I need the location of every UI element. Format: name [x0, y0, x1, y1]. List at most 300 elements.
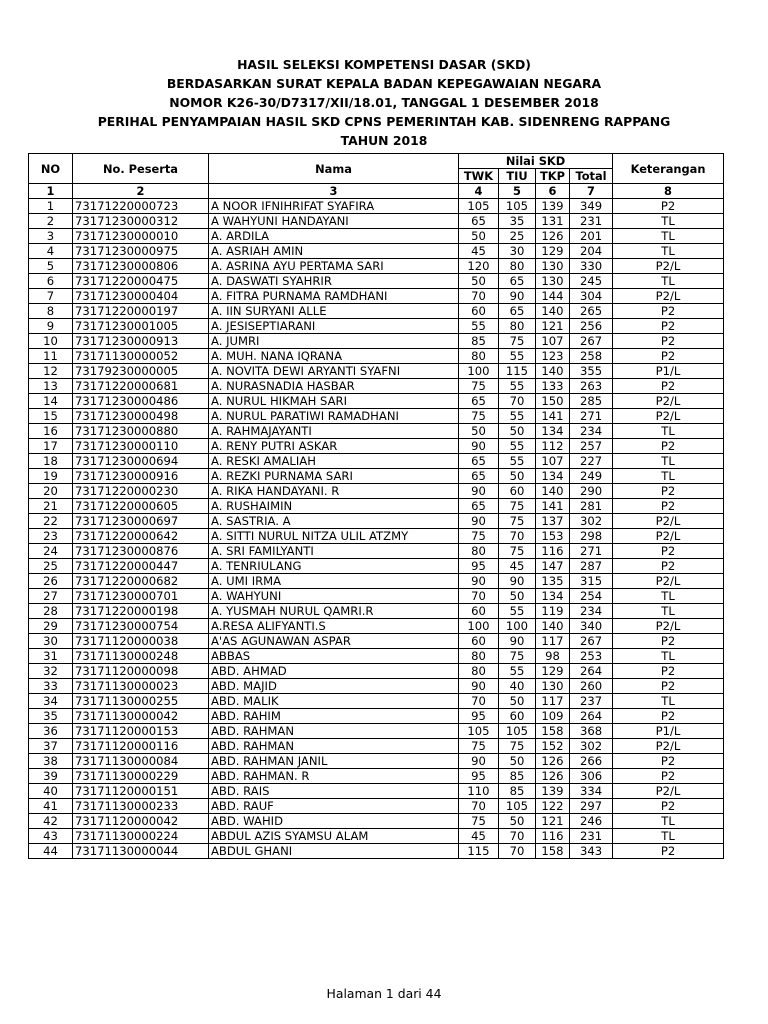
- table-row: [29, 334, 724, 349]
- table-row: [29, 574, 724, 589]
- cell-tkp: 117: [536, 694, 570, 709]
- cell-peserta: 73171230000694: [73, 454, 209, 469]
- cell-keterangan: P2: [613, 349, 724, 364]
- cell-tiu: 70: [499, 844, 536, 859]
- cell-nama: A. UMI IRMA: [209, 574, 459, 589]
- table-row: [29, 679, 724, 694]
- cell-tkp: 134: [536, 424, 570, 439]
- cell-nama: A. RENY PUTRI ASKAR: [209, 439, 459, 454]
- cell-tkp: 122: [536, 799, 570, 814]
- table-header-row: [29, 154, 724, 169]
- table-row: [29, 709, 724, 724]
- cell-peserta: 73171220000642: [73, 529, 209, 544]
- cell-keterangan: P2/L: [613, 619, 724, 634]
- cell-tiu: 55: [499, 439, 536, 454]
- header-line-2: BERDASARKAN SURAT KEPALA BADAN KEPEGAWAIAN NEGARA: [166, 76, 602, 91]
- cell-nama: A NOOR IFNIHRIFAT SYAFIRA: [209, 199, 459, 214]
- cell-twk: 90: [459, 484, 499, 499]
- table-row: [29, 364, 724, 379]
- cell-twk: 105: [459, 199, 499, 214]
- cell-total: 231: [570, 214, 613, 229]
- cell-keterangan: P2/L: [613, 289, 724, 304]
- cell-keterangan: P1/L: [613, 724, 724, 739]
- table-row: [29, 229, 724, 244]
- cell-no: 22: [29, 514, 73, 529]
- cell-twk: 50: [459, 274, 499, 289]
- cell-peserta: 73171220000681: [73, 379, 209, 394]
- cell-tkp: 126: [536, 229, 570, 244]
- col-header-peserta: No. Peserta: [73, 154, 209, 184]
- cell-tiu: 100: [499, 619, 536, 634]
- cell-total: 290: [570, 484, 613, 499]
- cell-tiu: 75: [499, 739, 536, 754]
- cell-peserta: 73171230000916: [73, 469, 209, 484]
- cell-tkp: 147: [536, 559, 570, 574]
- cell-no: 17: [29, 439, 73, 454]
- cell-keterangan: TL: [613, 694, 724, 709]
- cell-nama: A. RESKI AMALIAH: [209, 454, 459, 469]
- cell-peserta: 73171130000233: [73, 799, 209, 814]
- cell-twk: 60: [459, 634, 499, 649]
- cell-nama: A. DASWATI SYAHRIR: [209, 274, 459, 289]
- cell-tiu: 65: [499, 304, 536, 319]
- cell-twk: 95: [459, 709, 499, 724]
- cell-keterangan: TL: [613, 589, 724, 604]
- cell-tiu: 70: [499, 529, 536, 544]
- header-line-3: NOMOR K26-30/D7317/XII/18.01, TANGGAL 1 DESEMBER 2018: [169, 95, 599, 110]
- cell-tkp: 140: [536, 364, 570, 379]
- cell-total: 330: [570, 259, 613, 274]
- cell-twk: 65: [459, 469, 499, 484]
- cell-total: 285: [570, 394, 613, 409]
- cell-peserta: 73171130000052: [73, 349, 209, 364]
- cell-tiu: 90: [499, 634, 536, 649]
- cell-nama: A. ASRIAH AMIN: [209, 244, 459, 259]
- cell-tiu: 50: [499, 814, 536, 829]
- cell-keterangan: P2/L: [613, 739, 724, 754]
- cell-no: 44: [29, 844, 73, 859]
- cell-tkp: 119: [536, 604, 570, 619]
- cell-tiu: 75: [499, 499, 536, 514]
- cell-keterangan: P2: [613, 769, 724, 784]
- cell-tkp: 153: [536, 529, 570, 544]
- cell-tiu: 55: [499, 349, 536, 364]
- cell-no: 5: [29, 259, 73, 274]
- cell-no: 20: [29, 484, 73, 499]
- column-number-row: [29, 184, 724, 199]
- cell-no: 30: [29, 634, 73, 649]
- cell-twk: 75: [459, 409, 499, 424]
- cell-no: 9: [29, 319, 73, 334]
- col-number: 4: [459, 184, 499, 199]
- cell-keterangan: P2/L: [613, 784, 724, 799]
- cell-tkp: 131: [536, 214, 570, 229]
- table-row: [29, 379, 724, 394]
- table-row: [29, 454, 724, 469]
- cell-total: 265: [570, 304, 613, 319]
- cell-nama: A. SASTRIA. A: [209, 514, 459, 529]
- cell-nama: A. YUSMAH NURUL QAMRI.R: [209, 604, 459, 619]
- cell-tiu: 80: [499, 259, 536, 274]
- cell-no: 26: [29, 574, 73, 589]
- cell-tkp: 130: [536, 679, 570, 694]
- cell-nama: ABD. MALIK: [209, 694, 459, 709]
- cell-no: 15: [29, 409, 73, 424]
- header-line-5: TAHUN 2018: [340, 133, 428, 148]
- col-header-nilai: Nilai SKD: [459, 154, 613, 169]
- cell-peserta: 73171130000224: [73, 829, 209, 844]
- cell-peserta: 73171130000044: [73, 844, 209, 859]
- cell-total: 204: [570, 244, 613, 259]
- cell-keterangan: TL: [613, 649, 724, 664]
- cell-total: 271: [570, 409, 613, 424]
- cell-tkp: 117: [536, 634, 570, 649]
- document-header: [0, 55, 768, 150]
- cell-peserta: 73171220000197: [73, 304, 209, 319]
- cell-total: 257: [570, 439, 613, 454]
- cell-twk: 65: [459, 499, 499, 514]
- cell-twk: 90: [459, 574, 499, 589]
- cell-peserta: 73171120000153: [73, 724, 209, 739]
- cell-no: 14: [29, 394, 73, 409]
- cell-no: 33: [29, 679, 73, 694]
- cell-tiu: 50: [499, 589, 536, 604]
- cell-nama: A. SRI FAMILYANTI: [209, 544, 459, 559]
- table-row: [29, 529, 724, 544]
- cell-peserta: 73171230000806: [73, 259, 209, 274]
- cell-nama: ABD. RAHMAN JANIL: [209, 754, 459, 769]
- cell-twk: 80: [459, 544, 499, 559]
- cell-total: 260: [570, 679, 613, 694]
- table-row: [29, 259, 724, 274]
- cell-keterangan: TL: [613, 274, 724, 289]
- cell-tiu: 55: [499, 604, 536, 619]
- cell-tiu: 85: [499, 769, 536, 784]
- cell-tiu: 70: [499, 829, 536, 844]
- table-row: [29, 319, 724, 334]
- cell-total: 355: [570, 364, 613, 379]
- col-header-no: NO: [29, 154, 73, 184]
- cell-nama: A WAHYUNI HANDAYANI: [209, 214, 459, 229]
- cell-nama: ABDUL AZIS SYAMSU ALAM: [209, 829, 459, 844]
- cell-peserta: 73171230000913: [73, 334, 209, 349]
- cell-total: 201: [570, 229, 613, 244]
- cell-peserta: 73171120000038: [73, 634, 209, 649]
- col-header-total: Total: [570, 169, 613, 184]
- cell-twk: 75: [459, 814, 499, 829]
- table-row: [29, 724, 724, 739]
- cell-nama: ABDUL GHANI: [209, 844, 459, 859]
- table-row: [29, 694, 724, 709]
- cell-tkp: 134: [536, 469, 570, 484]
- cell-tiu: 60: [499, 484, 536, 499]
- cell-twk: 70: [459, 289, 499, 304]
- cell-no: 35: [29, 709, 73, 724]
- cell-tiu: 25: [499, 229, 536, 244]
- cell-no: 40: [29, 784, 73, 799]
- cell-keterangan: P2/L: [613, 529, 724, 544]
- cell-keterangan: TL: [613, 829, 724, 844]
- cell-keterangan: TL: [613, 604, 724, 619]
- cell-nama: ABD. RAHMAN. R: [209, 769, 459, 784]
- cell-keterangan: P2: [613, 754, 724, 769]
- cell-tiu: 65: [499, 274, 536, 289]
- cell-tiu: 85: [499, 784, 536, 799]
- cell-peserta: 73171230000975: [73, 244, 209, 259]
- cell-no: 37: [29, 739, 73, 754]
- cell-keterangan: P2/L: [613, 514, 724, 529]
- cell-no: 2: [29, 214, 73, 229]
- cell-no: 42: [29, 814, 73, 829]
- cell-total: 256: [570, 319, 613, 334]
- cell-no: 27: [29, 589, 73, 604]
- cell-tkp: 109: [536, 709, 570, 724]
- table-row: [29, 424, 724, 439]
- cell-no: 7: [29, 289, 73, 304]
- cell-tiu: 75: [499, 544, 536, 559]
- table-row: [29, 244, 724, 259]
- cell-no: 43: [29, 829, 73, 844]
- cell-total: 245: [570, 274, 613, 289]
- cell-peserta: 73171220000605: [73, 499, 209, 514]
- cell-tiu: 70: [499, 394, 536, 409]
- cell-total: 343: [570, 844, 613, 859]
- cell-tiu: 50: [499, 694, 536, 709]
- table-row: [29, 754, 724, 769]
- cell-keterangan: P2: [613, 844, 724, 859]
- table-body: [29, 199, 724, 859]
- cell-tiu: 105: [499, 199, 536, 214]
- table-row: [29, 499, 724, 514]
- table-row: [29, 469, 724, 484]
- cell-twk: 65: [459, 214, 499, 229]
- table-row: [29, 514, 724, 529]
- cell-total: 234: [570, 424, 613, 439]
- cell-twk: 75: [459, 379, 499, 394]
- cell-no: 38: [29, 754, 73, 769]
- cell-peserta: 73171130000229: [73, 769, 209, 784]
- cell-twk: 60: [459, 304, 499, 319]
- table-row: [29, 274, 724, 289]
- cell-no: 29: [29, 619, 73, 634]
- cell-total: 349: [570, 199, 613, 214]
- table-row: [29, 784, 724, 799]
- col-header-tkp: TKP: [536, 169, 570, 184]
- cell-tiu: 105: [499, 724, 536, 739]
- cell-keterangan: P2/L: [613, 259, 724, 274]
- cell-tkp: 126: [536, 754, 570, 769]
- cell-peserta: 73171130000248: [73, 649, 209, 664]
- cell-nama: ABD. RAHMAN: [209, 724, 459, 739]
- cell-total: 267: [570, 334, 613, 349]
- cell-nama: A. REZKI PURNAMA SARI: [209, 469, 459, 484]
- cell-peserta: 73171220000198: [73, 604, 209, 619]
- cell-total: 302: [570, 514, 613, 529]
- cell-no: 36: [29, 724, 73, 739]
- cell-total: 249: [570, 469, 613, 484]
- cell-keterangan: P2: [613, 484, 724, 499]
- cell-nama: A. SITTI NURUL NITZA ULIL ATZMY: [209, 529, 459, 544]
- cell-no: 31: [29, 649, 73, 664]
- col-header-twk: TWK: [459, 169, 499, 184]
- cell-tiu: 55: [499, 454, 536, 469]
- cell-no: 24: [29, 544, 73, 559]
- cell-nama: A. FITRA PURNAMA RAMDHANI: [209, 289, 459, 304]
- table-row: [29, 409, 724, 424]
- col-number: 3: [209, 184, 459, 199]
- cell-total: 298: [570, 529, 613, 544]
- cell-tkp: 126: [536, 769, 570, 784]
- table-row: [29, 484, 724, 499]
- cell-no: 10: [29, 334, 73, 349]
- table-row: [29, 199, 724, 214]
- cell-twk: 60: [459, 604, 499, 619]
- cell-keterangan: P2: [613, 334, 724, 349]
- cell-total: 231: [570, 829, 613, 844]
- table-row: [29, 814, 724, 829]
- cell-tkp: 123: [536, 349, 570, 364]
- cell-twk: 50: [459, 229, 499, 244]
- cell-no: 23: [29, 529, 73, 544]
- cell-twk: 80: [459, 349, 499, 364]
- cell-total: 304: [570, 289, 613, 304]
- table-row: [29, 619, 724, 634]
- cell-keterangan: P2: [613, 664, 724, 679]
- cell-twk: 65: [459, 394, 499, 409]
- cell-peserta: 73171230001005: [73, 319, 209, 334]
- cell-tkp: 150: [536, 394, 570, 409]
- col-number: 2: [73, 184, 209, 199]
- cell-twk: 80: [459, 664, 499, 679]
- cell-nama: ABBAS: [209, 649, 459, 664]
- cell-twk: 110: [459, 784, 499, 799]
- cell-peserta: 73171230000701: [73, 589, 209, 604]
- cell-keterangan: TL: [613, 244, 724, 259]
- cell-nama: A. JESISEPTIARANI: [209, 319, 459, 334]
- cell-twk: 70: [459, 799, 499, 814]
- cell-tkp: 158: [536, 724, 570, 739]
- cell-tkp: 98: [536, 649, 570, 664]
- cell-tkp: 139: [536, 199, 570, 214]
- cell-keterangan: P2: [613, 379, 724, 394]
- cell-no: 1: [29, 199, 73, 214]
- table-row: [29, 844, 724, 859]
- cell-total: 267: [570, 634, 613, 649]
- cell-keterangan: P2: [613, 499, 724, 514]
- cell-twk: 55: [459, 319, 499, 334]
- cell-total: 264: [570, 664, 613, 679]
- header-line-4: PERIHAL PENYAMPAIAN HASIL SKD CPNS PEMERINTAH KAB. SIDENRENG RAPPANG: [97, 114, 671, 129]
- cell-twk: 90: [459, 514, 499, 529]
- cell-keterangan: P2/L: [613, 574, 724, 589]
- cell-nama: A. ASRINA AYU PERTAMA SARI: [209, 259, 459, 274]
- cell-peserta: 73171220000230: [73, 484, 209, 499]
- cell-total: 253: [570, 649, 613, 664]
- cell-keterangan: TL: [613, 424, 724, 439]
- cell-tkp: 129: [536, 244, 570, 259]
- cell-total: 306: [570, 769, 613, 784]
- cell-tkp: 133: [536, 379, 570, 394]
- cell-keterangan: P2: [613, 679, 724, 694]
- table-row: [29, 304, 724, 319]
- cell-keterangan: TL: [613, 214, 724, 229]
- cell-twk: 50: [459, 424, 499, 439]
- cell-peserta: 73171230000498: [73, 409, 209, 424]
- results-table: [28, 153, 724, 859]
- cell-peserta: 73171120000098: [73, 664, 209, 679]
- col-header-nama: Nama: [209, 154, 459, 184]
- cell-nama: A. TENRIULANG: [209, 559, 459, 574]
- cell-total: 264: [570, 709, 613, 724]
- table-row: [29, 604, 724, 619]
- cell-peserta: 73171220000447: [73, 559, 209, 574]
- cell-tiu: 75: [499, 649, 536, 664]
- cell-tkp: 116: [536, 544, 570, 559]
- cell-nama: ABD. RAUF: [209, 799, 459, 814]
- cell-keterangan: P2: [613, 709, 724, 724]
- cell-nama: A'AS AGUNAWAN ASPAR: [209, 634, 459, 649]
- table-row: [29, 289, 724, 304]
- cell-peserta: 73171130000023: [73, 679, 209, 694]
- cell-nama: ABD. RAHIM: [209, 709, 459, 724]
- cell-total: 368: [570, 724, 613, 739]
- cell-tiu: 50: [499, 754, 536, 769]
- cell-keterangan: TL: [613, 814, 724, 829]
- cell-twk: 80: [459, 649, 499, 664]
- cell-tkp: 144: [536, 289, 570, 304]
- cell-tkp: 130: [536, 259, 570, 274]
- cell-tiu: 50: [499, 424, 536, 439]
- cell-tkp: 140: [536, 484, 570, 499]
- cell-tkp: 140: [536, 304, 570, 319]
- table-row: [29, 649, 724, 664]
- cell-total: 246: [570, 814, 613, 829]
- cell-twk: 45: [459, 829, 499, 844]
- col-number: 1: [29, 184, 73, 199]
- cell-tiu: 50: [499, 469, 536, 484]
- cell-no: 6: [29, 274, 73, 289]
- cell-twk: 90: [459, 679, 499, 694]
- cell-tiu: 80: [499, 319, 536, 334]
- cell-tkp: 158: [536, 844, 570, 859]
- cell-no: 11: [29, 349, 73, 364]
- page-number: Halaman 1 dari 44: [326, 986, 442, 1001]
- cell-total: 315: [570, 574, 613, 589]
- cell-nama: A. MUH. NANA IQRANA: [209, 349, 459, 364]
- cell-peserta: 73171230000312: [73, 214, 209, 229]
- table-row: [29, 769, 724, 784]
- cell-tiu: 35: [499, 214, 536, 229]
- col-number: 8: [613, 184, 724, 199]
- cell-total: 281: [570, 499, 613, 514]
- cell-keterangan: P2: [613, 439, 724, 454]
- cell-twk: 65: [459, 454, 499, 469]
- cell-no: 4: [29, 244, 73, 259]
- table-row: [29, 664, 724, 679]
- cell-keterangan: P2: [613, 304, 724, 319]
- cell-total: 258: [570, 349, 613, 364]
- cell-total: 254: [570, 589, 613, 604]
- cell-keterangan: P2: [613, 319, 724, 334]
- cell-no: 25: [29, 559, 73, 574]
- cell-nama: A. ARDILA: [209, 229, 459, 244]
- cell-no: 12: [29, 364, 73, 379]
- cell-tkp: 152: [536, 739, 570, 754]
- cell-total: 266: [570, 754, 613, 769]
- cell-peserta: 73171220000682: [73, 574, 209, 589]
- table-row: [29, 589, 724, 604]
- col-number: 6: [536, 184, 570, 199]
